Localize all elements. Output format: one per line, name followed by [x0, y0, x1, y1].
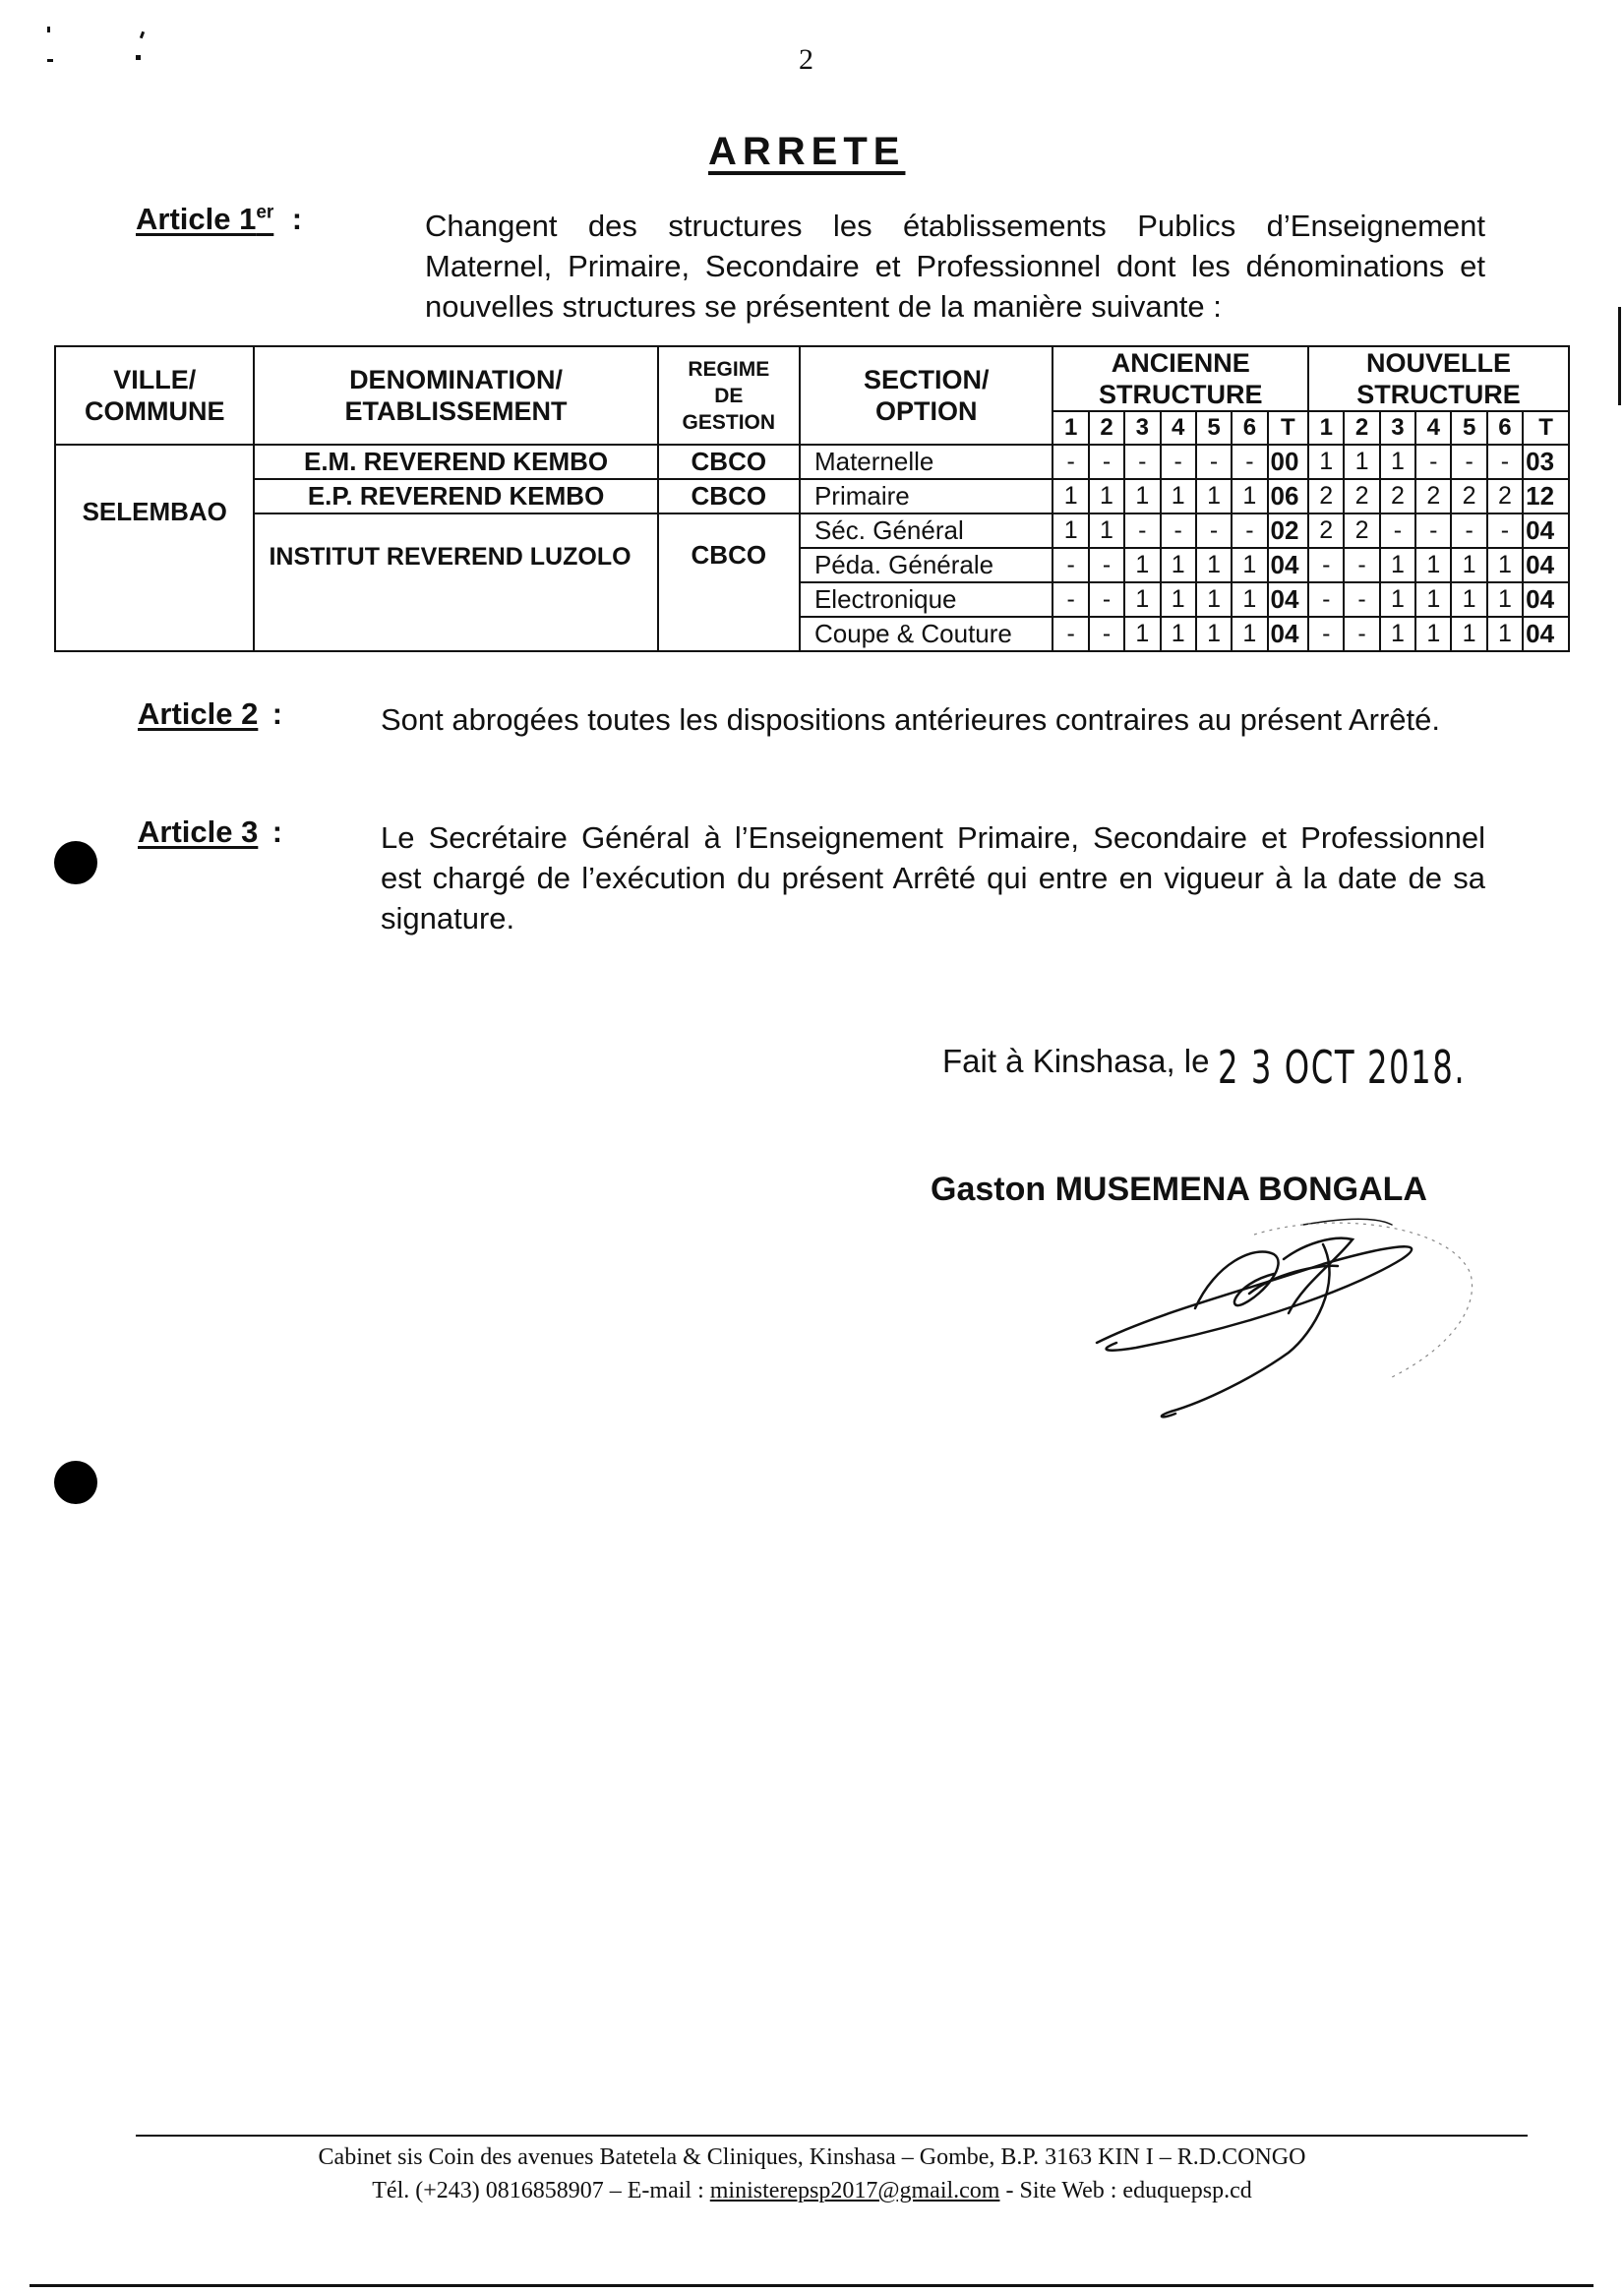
- section-cell: Primaire: [800, 479, 1053, 513]
- article-2-label: Article 2: [138, 696, 259, 731]
- ancienne-level-cell: -: [1089, 445, 1124, 479]
- nouvelle-level-cell: 1: [1380, 548, 1415, 582]
- nouvelle-level-cell: -: [1451, 445, 1486, 479]
- ancienne-level-cell: -: [1089, 548, 1124, 582]
- ancienne-total-cell: 00: [1268, 445, 1309, 479]
- nouvelle-level-cell: 2: [1487, 479, 1523, 513]
- nouvelle-level-cell: -: [1308, 582, 1344, 617]
- ancienne-level-cell: 1: [1124, 617, 1160, 651]
- subheader-nouvelle-5: 5: [1451, 411, 1486, 445]
- table-row: [55, 445, 1569, 479]
- ancienne-level-cell: -: [1232, 445, 1267, 479]
- ancienne-level-cell: 1: [1124, 548, 1160, 582]
- scan-speck: [47, 59, 53, 62]
- nouvelle-level-cell: -: [1415, 445, 1451, 479]
- subheader-nouvelle-2: 2: [1344, 411, 1379, 445]
- nouvelle-level-cell: 1: [1415, 548, 1451, 582]
- handwritten-signature: [1077, 1205, 1490, 1431]
- ancienne-level-cell: 1: [1232, 582, 1267, 617]
- ancienne-level-cell: 1: [1089, 513, 1124, 548]
- nouvelle-level-cell: 2: [1380, 479, 1415, 513]
- document-title: ARRETE: [708, 130, 906, 173]
- subheader-ancienne-5: 5: [1196, 411, 1232, 445]
- subheader-nouvelle-4: 4: [1415, 411, 1451, 445]
- ancienne-level-cell: 1: [1232, 617, 1267, 651]
- ancienne-level-cell: 1: [1196, 582, 1232, 617]
- ville-commune-cell: SELEMBAO: [55, 445, 254, 651]
- bottom-edge-line: [30, 2284, 1594, 2287]
- ancienne-level-cell: -: [1089, 582, 1124, 617]
- nouvelle-level-cell: 2: [1308, 513, 1344, 548]
- nouvelle-level-cell: 1: [1487, 617, 1523, 651]
- footer-address: Cabinet sis Coin des avenues Batetela & Cliniques, Kinshasa – Gombe, B.P. 3163 KIN I – R.D.CONGO: [318, 2144, 1306, 2170]
- scan-speck: [47, 27, 50, 32]
- subheader-ancienne-6: 6: [1232, 411, 1267, 445]
- section-cell: Maternelle: [800, 445, 1053, 479]
- ancienne-level-cell: 1: [1053, 479, 1088, 513]
- article-3-colon: :: [271, 815, 283, 849]
- nouvelle-total-cell: 04: [1523, 548, 1569, 582]
- ancienne-level-cell: -: [1053, 445, 1088, 479]
- nouvelle-level-cell: -: [1308, 548, 1344, 582]
- ancienne-total-cell: 02: [1268, 513, 1309, 548]
- article-2-heading: [138, 696, 282, 732]
- scan-speck: [136, 55, 141, 60]
- footer-divider: [136, 2135, 1528, 2137]
- regime-cell: CBCO: [658, 513, 800, 651]
- ancienne-level-cell: 1: [1196, 479, 1232, 513]
- ancienne-level-cell: 1: [1196, 548, 1232, 582]
- ancienne-level-cell: -: [1124, 513, 1160, 548]
- nouvelle-level-cell: 1: [1344, 445, 1379, 479]
- ancienne-level-cell: -: [1089, 617, 1124, 651]
- nouvelle-total-cell: 04: [1523, 582, 1569, 617]
- nouvelle-level-cell: 1: [1308, 445, 1344, 479]
- article-1-label: Article 1er: [136, 202, 274, 236]
- scan-speck: [140, 31, 145, 39]
- ancienne-level-cell: 1: [1232, 479, 1267, 513]
- article-3-heading: [138, 815, 282, 850]
- header-ville-commune: VILLE/ COMMUNE: [55, 346, 254, 445]
- table-body: [55, 445, 1569, 651]
- section-cell: Péda. Générale: [800, 548, 1053, 582]
- ancienne-level-cell: 1: [1161, 617, 1196, 651]
- ancienne-level-cell: 1: [1053, 513, 1088, 548]
- ancienne-level-cell: 1: [1161, 479, 1196, 513]
- section-cell: Electronique: [800, 582, 1053, 617]
- signer-name: Gaston MUSEMENA BONGALA: [931, 1171, 1427, 1208]
- article-3-label: Article 3: [138, 815, 259, 849]
- punch-hole-dot: [54, 1461, 97, 1504]
- nouvelle-level-cell: 1: [1415, 617, 1451, 651]
- ancienne-level-cell: -: [1196, 513, 1232, 548]
- section-cell: Séc. Général: [800, 513, 1053, 548]
- nouvelle-level-cell: -: [1308, 617, 1344, 651]
- header-ancienne-structure: ANCIENNE STRUCTURE: [1053, 346, 1308, 411]
- regime-cell: CBCO: [658, 445, 800, 479]
- scan-edge-line: [1618, 307, 1621, 405]
- nouvelle-level-cell: 1: [1451, 548, 1486, 582]
- header-nouvelle-structure: NOUVELLE STRUCTURE: [1308, 346, 1569, 411]
- subheader-ancienne-2: 2: [1089, 411, 1124, 445]
- subheader-nouvelle-1: 1: [1308, 411, 1344, 445]
- subheader-ancienne-7: T: [1268, 411, 1309, 445]
- nouvelle-level-cell: 2: [1344, 513, 1379, 548]
- ancienne-level-cell: 1: [1232, 548, 1267, 582]
- ancienne-total-cell: 06: [1268, 479, 1309, 513]
- nouvelle-level-cell: -: [1451, 513, 1486, 548]
- subheader-nouvelle-6: 6: [1487, 411, 1523, 445]
- nouvelle-level-cell: 1: [1380, 617, 1415, 651]
- ancienne-total-cell: 04: [1268, 582, 1309, 617]
- nouvelle-level-cell: -: [1344, 617, 1379, 651]
- nouvelle-level-cell: 2: [1451, 479, 1486, 513]
- nouvelle-level-cell: -: [1344, 582, 1379, 617]
- nouvelle-level-cell: -: [1487, 513, 1523, 548]
- ancienne-level-cell: 1: [1124, 479, 1160, 513]
- header-regime: REGIME DE GESTION: [658, 346, 800, 445]
- nouvelle-level-cell: 1: [1451, 582, 1486, 617]
- ancienne-level-cell: -: [1196, 445, 1232, 479]
- school-name-cell: E.M. REVEREND KEMBO: [254, 445, 657, 479]
- punch-hole-dot: [54, 841, 97, 884]
- ancienne-level-cell: 1: [1196, 617, 1232, 651]
- ancienne-level-cell: -: [1161, 513, 1196, 548]
- article-1-heading: [136, 202, 302, 237]
- ancienne-level-cell: 1: [1124, 582, 1160, 617]
- school-name-cell: INSTITUT REVEREND LUZOLO: [254, 513, 657, 651]
- ancienne-level-cell: 1: [1161, 548, 1196, 582]
- article-3-text: Le Secrétaire Général à l’Enseignement Primaire, Secondaire et Professionnel est chargé de l’exécution du présent Arrêté qui entre en vigueur à la date de sa signature.: [381, 820, 1485, 935]
- subheader-ancienne-3: 3: [1124, 411, 1160, 445]
- header-section: SECTION/ OPTION: [800, 346, 1053, 445]
- header-denomination: DENOMINATION/ ETABLISSEMENT: [254, 346, 657, 445]
- ancienne-level-cell: 1: [1161, 582, 1196, 617]
- nouvelle-level-cell: -: [1344, 548, 1379, 582]
- table-row: [55, 513, 1569, 548]
- nouvelle-level-cell: 1: [1380, 582, 1415, 617]
- article-1-colon: :: [291, 202, 303, 236]
- ancienne-level-cell: -: [1053, 548, 1088, 582]
- nouvelle-level-cell: 2: [1308, 479, 1344, 513]
- footer-contact: Tél. (+243) 0816858907 – E-mail : ministerepsp2017@gmail.com - Site Web : eduquepsp.cd: [372, 2178, 1252, 2203]
- structures-table: [54, 345, 1570, 652]
- ancienne-level-cell: -: [1053, 617, 1088, 651]
- subheader-ancienne-1: 1: [1053, 411, 1088, 445]
- signature-date-stamp: 2 3 OCT 2018.: [1218, 1041, 1467, 1094]
- article-2-text: Sont abrogées toutes les dispositions antérieures contraires au présent Arrêté.: [381, 702, 1441, 737]
- nouvelle-level-cell: 1: [1487, 582, 1523, 617]
- ancienne-level-cell: -: [1161, 445, 1196, 479]
- nouvelle-total-cell: 03: [1523, 445, 1569, 479]
- footer-email-link[interactable]: ministerepsp2017@gmail.com: [709, 2178, 1000, 2203]
- article-2-colon: :: [271, 696, 283, 731]
- place-date-text: Fait à Kinshasa, le: [942, 1043, 1210, 1079]
- subheader-nouvelle-3: 3: [1380, 411, 1415, 445]
- subheader-nouvelle-7: T: [1523, 411, 1569, 445]
- ancienne-level-cell: 1: [1089, 479, 1124, 513]
- nouvelle-level-cell: 2: [1415, 479, 1451, 513]
- ancienne-level-cell: -: [1232, 513, 1267, 548]
- section-cell: Coupe & Couture: [800, 617, 1053, 651]
- nouvelle-total-cell: 04: [1523, 617, 1569, 651]
- nouvelle-level-cell: 2: [1344, 479, 1379, 513]
- nouvelle-level-cell: -: [1380, 513, 1415, 548]
- subheader-ancienne-4: 4: [1161, 411, 1196, 445]
- nouvelle-level-cell: 1: [1451, 617, 1486, 651]
- nouvelle-level-cell: -: [1487, 445, 1523, 479]
- article-1-text: Changent des structures les établissements Publics d’Enseignement Maternel, Primaire, Secondaire et Professionnel dont les dénominations et nouvelles structures se présentent de la manière suivante :: [425, 209, 1485, 324]
- ancienne-level-cell: -: [1053, 582, 1088, 617]
- nouvelle-level-cell: 1: [1487, 548, 1523, 582]
- nouvelle-total-cell: 12: [1523, 479, 1569, 513]
- regime-cell: CBCO: [658, 479, 800, 513]
- table-row: [55, 479, 1569, 513]
- nouvelle-level-cell: -: [1415, 513, 1451, 548]
- nouvelle-level-cell: 1: [1415, 582, 1451, 617]
- nouvelle-total-cell: 04: [1523, 513, 1569, 548]
- page-number: 2: [799, 43, 813, 76]
- school-name-cell: E.P. REVEREND KEMBO: [254, 479, 657, 513]
- nouvelle-level-cell: 1: [1380, 445, 1415, 479]
- ancienne-total-cell: 04: [1268, 617, 1309, 651]
- ancienne-total-cell: 04: [1268, 548, 1309, 582]
- ancienne-level-cell: -: [1124, 445, 1160, 479]
